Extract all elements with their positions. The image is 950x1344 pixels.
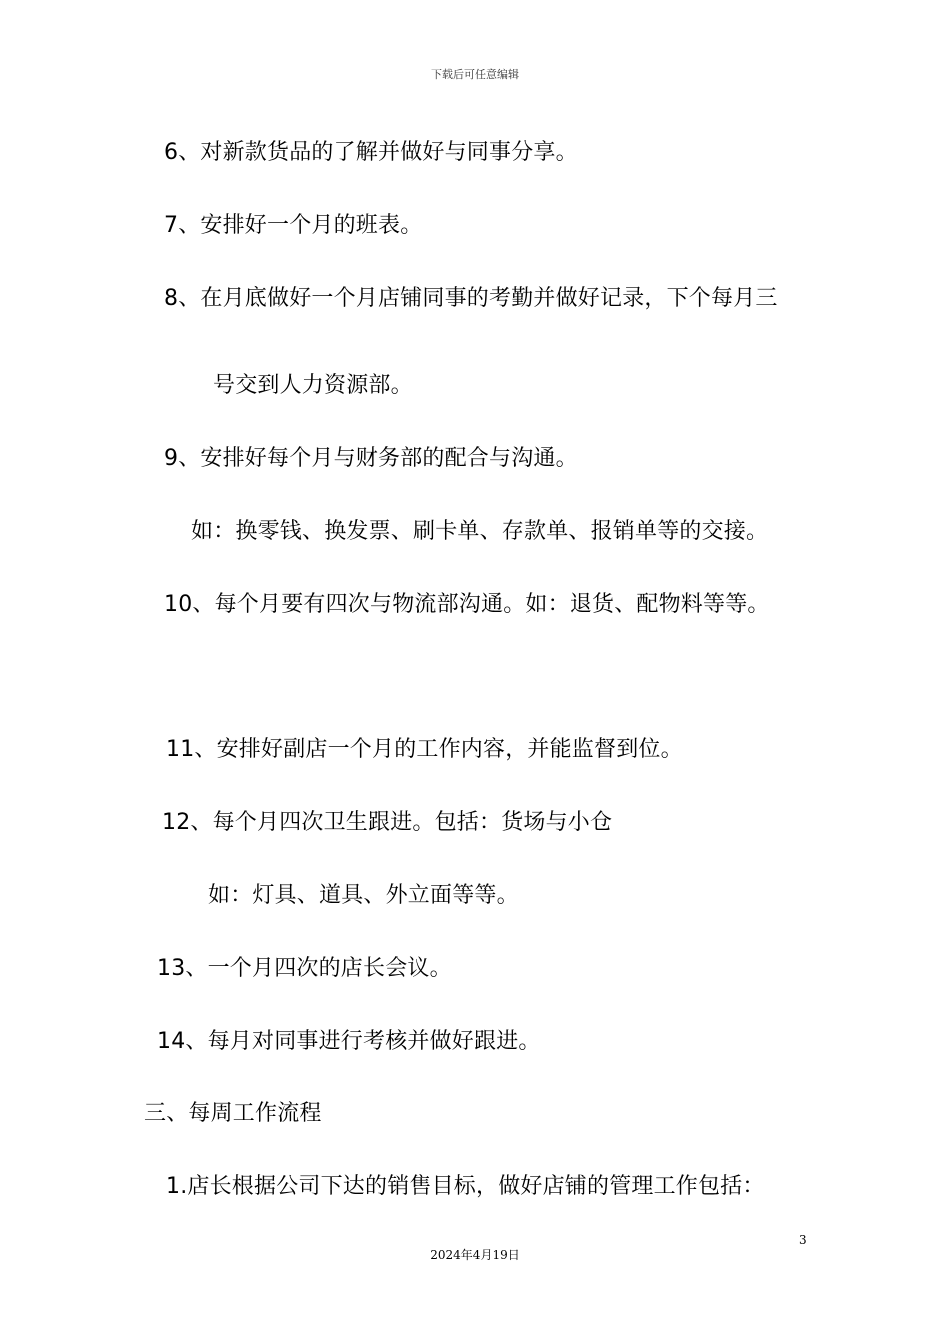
list-item-11: 11、安排好副店一个月的工作内容，并能监督到位。 (166, 737, 683, 762)
list-item-14: 14、每月对同事进行考核并做好跟进。 (157, 1029, 541, 1054)
list-item-9-detail: 如：换零钱、换发票、刷卡单、存款单、报销单等的交接。 (191, 519, 769, 544)
footer-date: 2024年4月19日 (430, 1248, 520, 1262)
list-item-7: 7、安排好一个月的班表。 (164, 213, 423, 238)
list-item-10: 10、每个月要有四次与物流部沟通。如：退货、配物料等等。 (164, 592, 770, 617)
list-item-8-continuation: 号交到人力资源部。 (213, 373, 413, 398)
page-number: 3 (799, 1233, 807, 1247)
section-heading-weekly: 三、每周工作流程 (144, 1101, 322, 1126)
list-item-12: 12、每个月四次卫生跟进。包括：货场与小仓 (162, 810, 613, 835)
list-item-13: 13、一个月四次的店长会议。 (157, 956, 452, 981)
list-item-6: 6、对新款货品的了解并做好与同事分享。 (164, 140, 578, 165)
list-item-8: 8、在月底做好一个月店铺同事的考勤并做好记录，下个每月三 (164, 286, 778, 311)
list-item-12-detail: 如：灯具、道具、外立面等等。 (208, 883, 519, 908)
page-header-note: 下载后可任意编辑 (431, 68, 519, 81)
list-item-9: 9、安排好每个月与财务部的配合与沟通。 (164, 446, 578, 471)
weekly-item-1: 1.店长根据公司下达的销售目标，做好店铺的管理工作包括： (166, 1174, 765, 1199)
